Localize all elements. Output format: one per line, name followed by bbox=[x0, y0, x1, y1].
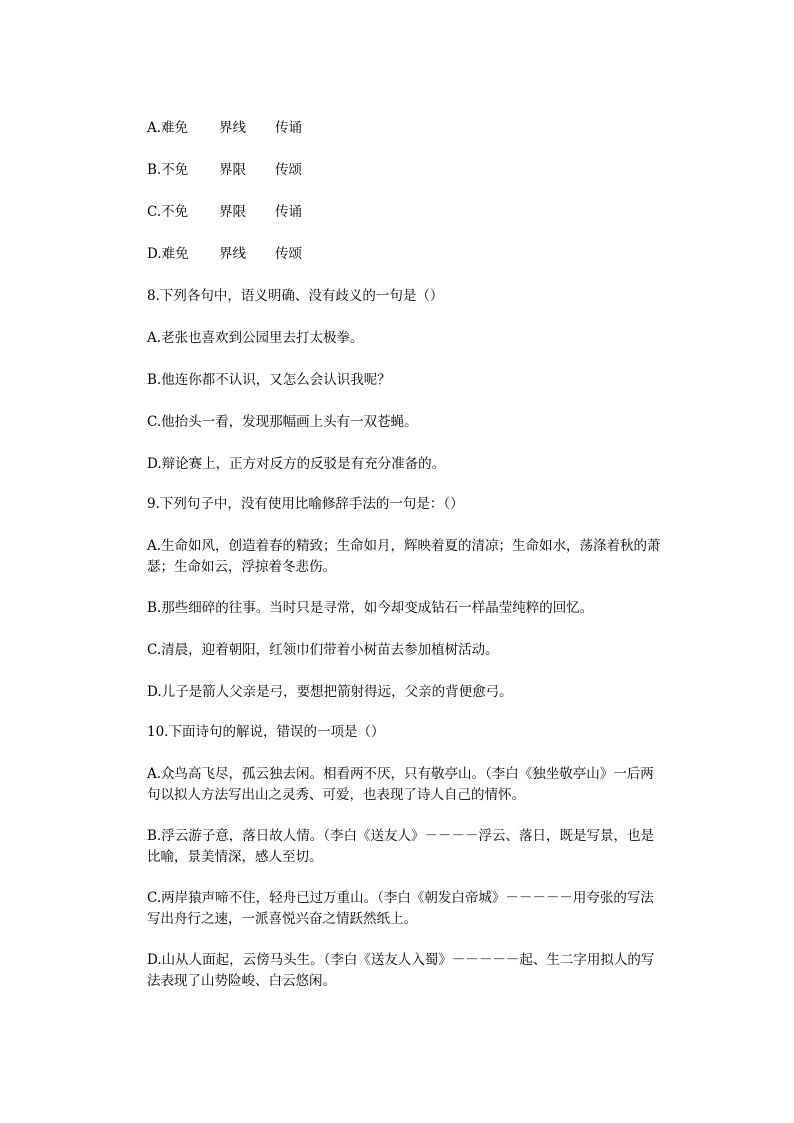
q7-option-d-word2: 界线 bbox=[219, 246, 246, 262]
q7-option-d bbox=[147, 244, 335, 265]
q9-option-d: D.儿子是箭人父亲是弓，要想把箭射得远，父亲的背便愈弓。 bbox=[147, 684, 513, 700]
q7-option-d-word3: 传颂 bbox=[275, 246, 302, 262]
q7-option-b-label: B.不免 bbox=[147, 162, 189, 178]
q9-option-a: A.生命如风，创造着春的精致；生命如月，辉映着夏的清凉；生命如水，荡涤着秋的萧瑟；生命如云，浮掠着冬悲伤。 bbox=[147, 538, 661, 575]
q7-option-b-word2: 界限 bbox=[219, 162, 246, 178]
q7-option-a-word3: 传诵 bbox=[275, 120, 302, 136]
q8-option-b: B.他连你都不认识，又怎么会认识我呢？ bbox=[147, 372, 391, 388]
q8-option-c: C.他抬头一看，发现那幅画上头有一双苍蝇。 bbox=[147, 414, 418, 430]
q10-option-b: B.浮云游子意，落日故人情。（李白《送友人》－－－－浮云、落日，既是写景，也是比喻，景美情深，感人至切。 bbox=[147, 828, 654, 865]
q7-option-a-label: A.难免 bbox=[147, 120, 189, 136]
q7-option-c-word2: 界限 bbox=[219, 204, 246, 220]
q7-option-b bbox=[147, 160, 335, 181]
q10-option-c: C.两岸猿声啼不住，轻舟已过万重山。（李白《朝发白帝城》－－－－－用夸张的写法写出舟行之速，一派喜悦兴奋之情跃然纸上。 bbox=[147, 890, 654, 927]
q8-option-d: D.辩论赛上，正方对反方的反驳是有充分准备的。 bbox=[147, 456, 446, 472]
q8-stem: 8.下列各句中，语义明确、没有歧义的一句是（） bbox=[147, 288, 444, 304]
q9-option-b: B.那些细碎的往事。当时只是寻常，如今却变成钻石一样晶莹纯粹的回忆。 bbox=[147, 600, 594, 616]
q7-option-c-word3: 传诵 bbox=[275, 204, 302, 220]
q10-stem: 10.下面诗句的解说，错误的一项是（） bbox=[147, 724, 385, 740]
q9-option-c: C.清晨，迎着朝阳，红领巾们带着小树苗去参加植树活动。 bbox=[147, 642, 499, 658]
q7-option-b-word3: 传颂 bbox=[275, 162, 302, 178]
q9-stem: 9.下列句子中，没有使用比喻修辞手法的一句是：（） bbox=[147, 496, 464, 512]
q7-option-a-word2: 界线 bbox=[219, 120, 246, 136]
q8-option-a: A.老张也喜欢到公园里去打太极拳。 bbox=[147, 330, 364, 346]
q7-option-d-label: D.难免 bbox=[147, 246, 189, 262]
q10-option-a: A.众鸟高飞尽，孤云独去闲。相看两不厌，只有敬亭山。（李白《独坐敬亭山》一后两句以拟人方法写出山之灵秀、可爱，也表现了诗人自己的情怀。 bbox=[147, 766, 654, 803]
q7-option-c bbox=[147, 202, 335, 223]
q10-option-d: D.山从人面起，云傍马头生。（李白《送友人入蜀》－－－－－起、生二字用拟人的写法表现了山势险峻、白云悠闲。 bbox=[147, 952, 655, 989]
q7-option-a bbox=[147, 118, 335, 139]
q7-option-c-label: C.不免 bbox=[147, 204, 189, 220]
